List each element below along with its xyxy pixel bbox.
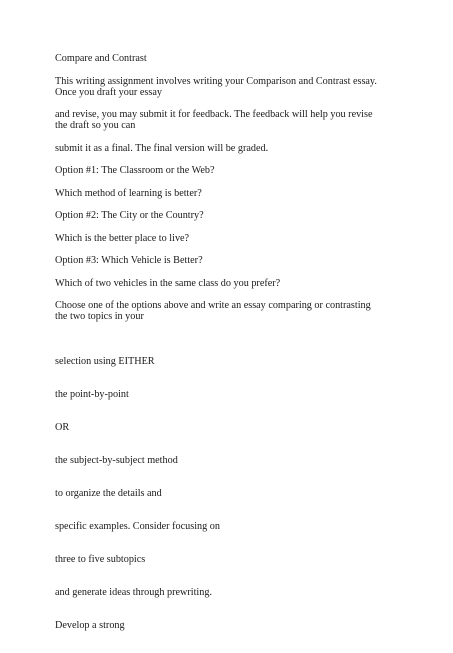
option-1-question: Which method of learning is better? (55, 187, 202, 199)
selection-lines (55, 334, 385, 653)
selection-line: to organize the details and (55, 487, 162, 499)
selection-line: the point-by-point (55, 388, 129, 400)
paragraph-intro-3: submit it as a final. The final version will be graded. (55, 142, 269, 154)
selection-line: OR (55, 421, 70, 433)
option-3-question: Which of two vehicles in the same class do you prefer? (55, 277, 281, 289)
instructions-paragraph: Choose one of the options above and write an essay comparing or contrasting the two topics in your (55, 300, 374, 322)
paragraph-intro-2: and revise, you may submit it for feedback. The feedback will help you revise the draft so you can (55, 109, 376, 131)
option-2-question: Which is the better place to live? (55, 232, 190, 244)
selection-line: specific examples. Consider focusing on (55, 520, 220, 532)
document-title: Compare and Contrast (55, 53, 147, 64)
paragraph-intro-1: This writing assignment involves writing your Comparison and Contrast essay. Once you draft your essay (55, 75, 380, 98)
selection-line: and generate ideas through prewriting. (55, 586, 213, 598)
selection-line: three to five subtopics (55, 553, 146, 565)
selection-line: Develop a strong (55, 619, 125, 631)
option-2-heading: Option #2: The City or the Country? (55, 210, 204, 221)
document-body (55, 53, 385, 653)
selection-line: the subject-by-subject method (55, 454, 178, 466)
option-1-heading: Option #1: The Classroom or the Web? (55, 165, 215, 176)
selection-line: selection using EITHER (55, 355, 155, 367)
option-3-heading: Option #3: Which Vehicle is Better? (55, 255, 203, 266)
